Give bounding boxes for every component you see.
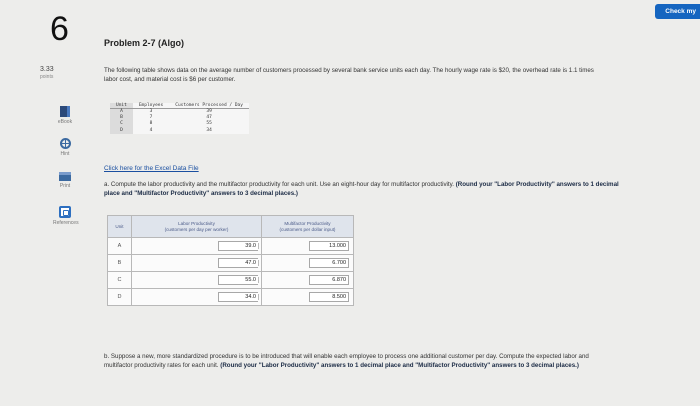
data-cell: 3 xyxy=(149,109,153,114)
part-a-question xyxy=(104,181,624,198)
table-row xyxy=(110,128,249,134)
hint-icon xyxy=(60,138,71,149)
multifactor-input[interactable]: 6.700 xyxy=(309,258,349,268)
hint-tool[interactable] xyxy=(53,138,77,157)
data-cell: B xyxy=(110,115,133,121)
labor-subtitle: (customers per day per worker) xyxy=(164,226,229,232)
problem-intro: The following table shows data on the average number of customers processed by several bank service units each day. The hourly wage rate is $20, the overhead rate is 1.1 times labor cost, and material cost is $6 per customer. xyxy=(104,67,594,83)
multi-cell xyxy=(262,272,354,289)
multi-cell xyxy=(262,238,354,255)
data-cell: D xyxy=(110,128,133,134)
points-label: points xyxy=(40,74,54,80)
multifactor-input[interactable]: 8.500 xyxy=(309,292,349,302)
data-cell: C xyxy=(110,121,133,127)
multi-title: Multifactor Productivity xyxy=(284,220,331,226)
references-label: References xyxy=(53,220,79,226)
labor-input[interactable]: 34.0 xyxy=(218,292,258,302)
labor-input[interactable]: 47.0 xyxy=(218,258,258,268)
part-a-text: a. Compute the labor productivity and the multifactor productivity for each unit. Use an eight-hour day for multifactor productivity. xyxy=(104,181,454,188)
hint-label: Hint xyxy=(60,151,70,157)
problem-title: Problem 2-7 (Algo) xyxy=(104,38,185,48)
data-cell: A xyxy=(110,109,133,116)
labor-cell xyxy=(132,289,262,306)
multi-cell xyxy=(262,255,354,272)
print-label: Print xyxy=(59,183,71,189)
data-cell: 34 xyxy=(206,127,212,133)
answer-unit: B xyxy=(108,255,132,272)
references-icon xyxy=(59,206,71,218)
answer-unit: C xyxy=(108,272,132,289)
data-cell: 8 xyxy=(149,121,153,127)
part-b-text: b. Suppose a new, more standardized procedure is to be introduced that will enable each employee to process one additional customer per day. Compute the expected labor and multifactor productivity rates for each unit. xyxy=(104,353,589,369)
ebook-label: eBook xyxy=(57,119,73,125)
data-cell: 7 xyxy=(149,115,153,121)
answer-table xyxy=(107,215,354,306)
multi-subtitle: (customers per dollar input) xyxy=(279,226,336,232)
data-header-unit: Unit xyxy=(110,103,133,109)
print-icon xyxy=(59,172,71,181)
data-cell: 39 xyxy=(206,109,212,114)
data-header-employees: Employees xyxy=(133,103,169,109)
data-header-customers: Customers Processed / Day xyxy=(169,103,249,109)
answer-header-multifactor xyxy=(262,216,354,238)
table-row xyxy=(108,238,354,255)
part-b-question xyxy=(104,353,604,370)
check-my-work-button[interactable]: Check my xyxy=(655,4,700,19)
table-row xyxy=(108,255,354,272)
answer-unit: D xyxy=(108,289,132,306)
labor-input[interactable]: 55.0 xyxy=(218,275,258,285)
labor-input[interactable]: 39.0 xyxy=(218,241,258,251)
multi-cell xyxy=(262,289,354,306)
ebook-icon xyxy=(60,106,70,117)
ebook-tool[interactable] xyxy=(53,106,77,125)
print-tool[interactable] xyxy=(53,172,77,189)
labor-cell xyxy=(132,255,262,272)
excel-data-link[interactable]: Click here for the Excel Data File xyxy=(104,165,199,172)
references-tool[interactable] xyxy=(53,206,77,226)
answer-header-labor xyxy=(132,216,262,238)
question-number: 6 xyxy=(50,10,69,48)
data-cell: 47 xyxy=(206,115,212,121)
multifactor-input[interactable]: 13.000 xyxy=(309,241,349,251)
points-value: 3.33 xyxy=(40,66,54,73)
answer-unit: A xyxy=(108,238,132,255)
data-cell: 55 xyxy=(206,121,212,127)
part-b-rounding: (Round your "Labor Productivity" answers to 1 decimal place and "Multifactor Productivity" answers to 3 decimal places.) xyxy=(220,361,579,369)
table-row xyxy=(108,272,354,289)
data-cell: 4 xyxy=(149,127,153,133)
labor-cell xyxy=(132,238,262,255)
labor-title: Labor Productivity xyxy=(178,220,215,226)
multifactor-input[interactable]: 6.870 xyxy=(309,275,349,285)
part-a-rounding: (Round your "Labor Productivity" answers to 1 decimal place and "Multifactor Productivity" answers to 3 decimal places.) xyxy=(104,181,619,197)
answer-header-unit: Unit xyxy=(108,216,132,238)
table-row xyxy=(108,289,354,306)
labor-cell xyxy=(132,272,262,289)
data-table xyxy=(110,103,249,134)
table-row xyxy=(110,109,249,116)
